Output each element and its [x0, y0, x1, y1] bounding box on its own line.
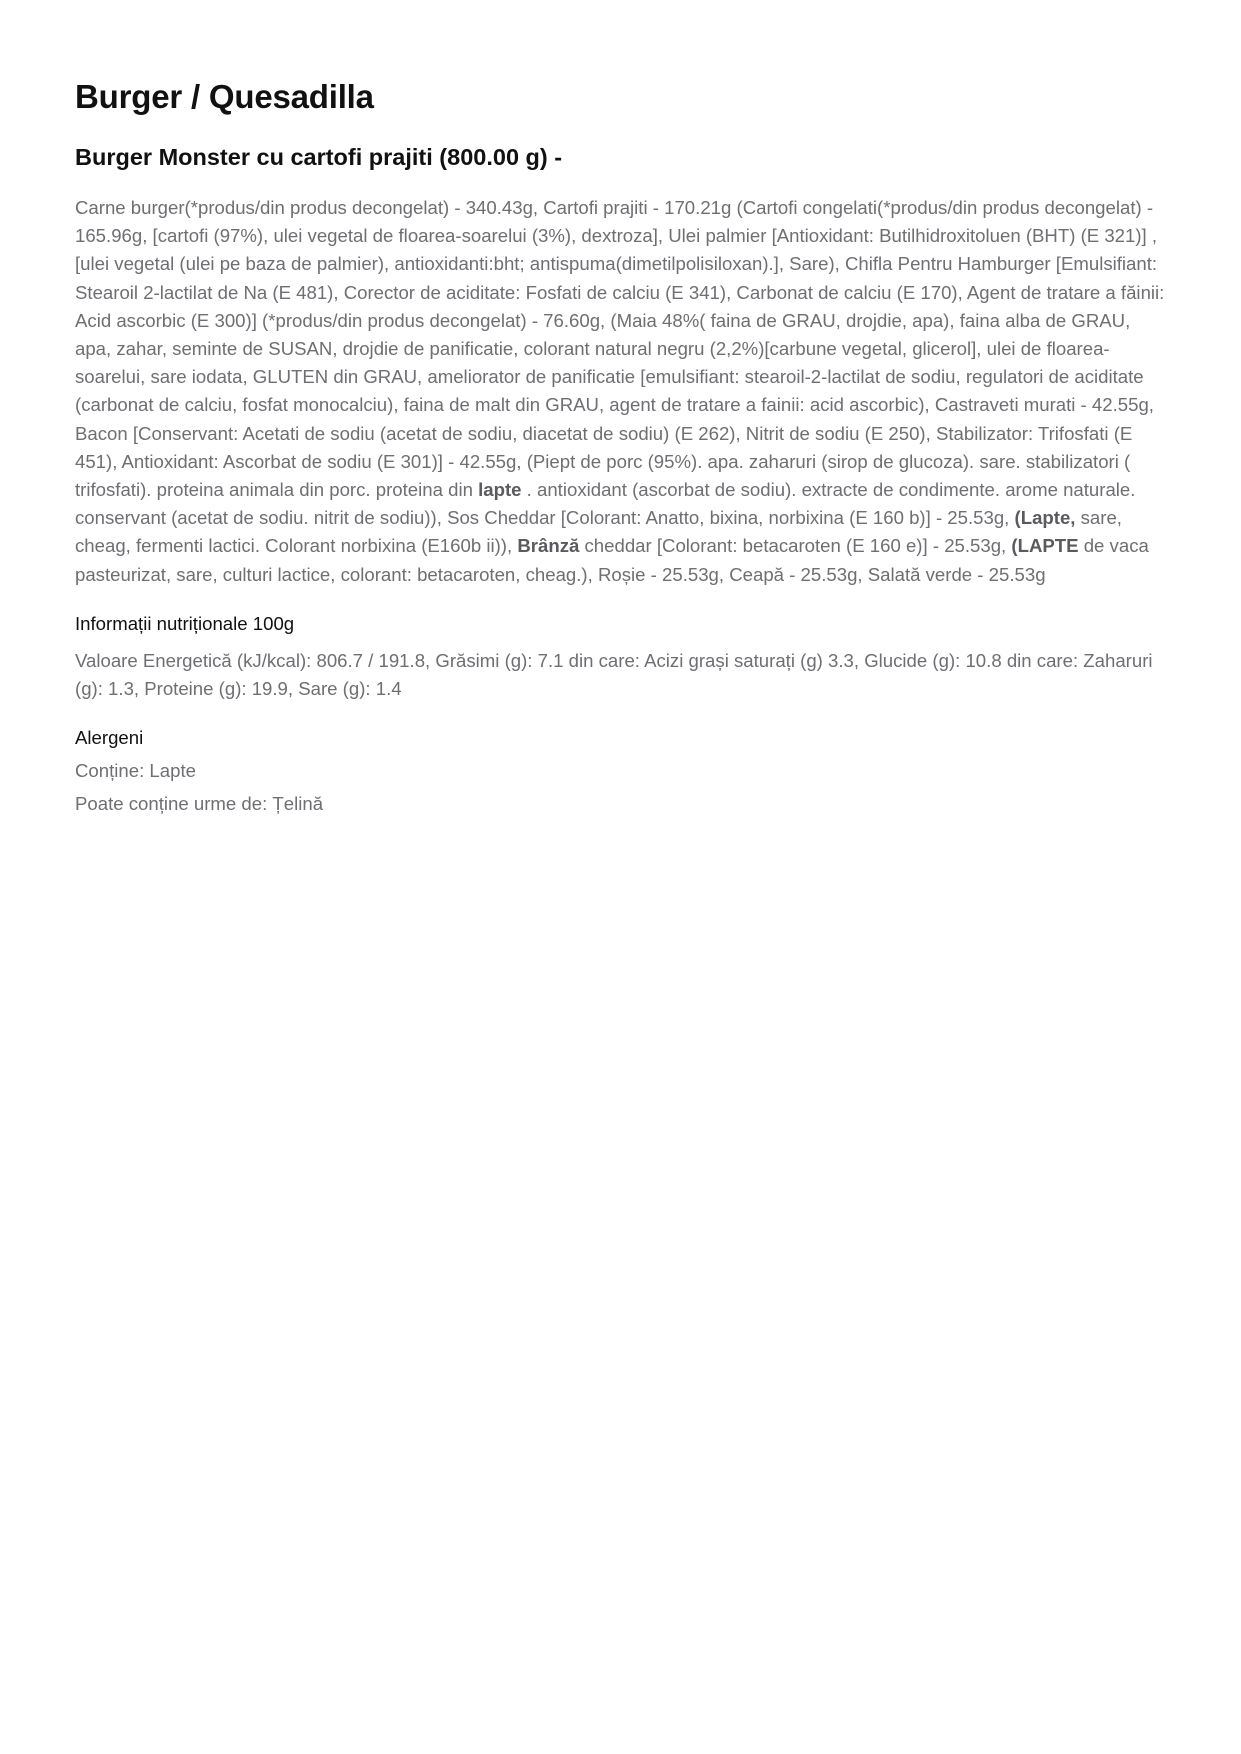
ingredients-segment: . antioxidant (ascorbat de sodiu). extracte de condimente. arome naturale. conservant (acetat de sodiu. nitrit de sodiu)), Sos Cheddar [Colorant: Anatto, bixina, norbixina (E 160 b)] - 25.53g,	[75, 479, 1136, 529]
ingredients-segment: cheddar [Colorant: betacaroten (E 160 e)] - 25.53g,	[579, 535, 1012, 557]
product-title: Burger Monster cu cartofi prajiti (800.00 g) -	[75, 144, 563, 170]
ingredients-segment: Carne burger(*produs/din produs decongelat) - 340.43g, Cartofi prajiti - 170.21g (Cartofi congelati(*produs/din produs decongelat) - 165.96g, [cartofi (97%), ulei vegetal de floarea-soarelui (3%), dextroza], Ulei palmier [Antioxidant: Butilhidroxitoluen (BHT) (E 321)] , [ulei vegetal (ulei pe baza de palmier), antioxidanti:bht; antispuma(dimetilpolisiloxan).], Sare), Chifla Pentru Hamburger [Emulsifiant: Stearoil 2-lactilat de Na (E 481), Corector de aciditate: Fosfati de calciu (E 341), Carbonat de calciu (E 170), Agent de tratare a făinii: Acid ascorbic (E 300)] (*produs/din produs decongelat) - 76.60g, (Maia 48%( faina de GRAU, drojdie, apa), faina alba de GRAU, apa, zahar, seminte de SUSAN, drojdie de panificatie, colorant natural negru (2,2%)[carbune vegetal, glicerol], ulei de floarea-soarelui, sare iodata, GLUTEN din GRAU, ameliorator de panificatie [emulsifiant: stearoil-2-lactilat de sodiu, regulatori de aciditate (carbonat de calciu, fosfat monocalciu), faina de malt din GRAU, agent de tratare a fainii: acid ascorbic), Castraveti murati - 42.55g, Bacon [Conservant: Acetati de sodiu (acetat de sodiu, diacetat de sodiu) (E 262), Nitrit de sodiu (E 250), Stabilizator: Trifosfati (E 451), Antioxidant: Ascorbat de sodiu (E 301)] - 42.55g, (Piept de porc (95%). apa. zaharuri (sirop de glucoza). sare. stabilizatori ( trifosfati). proteina animala din porc. proteina din	[75, 197, 1165, 501]
category-title: Burger / Quesadilla	[75, 78, 374, 115]
document-page	[75, 72, 1167, 819]
ingredients-segment: sare, cheag, fermenti lactici. Colorant norbixina (E160b ii)),	[75, 507, 1122, 557]
ingredients-allergen-highlight: lapte	[478, 479, 522, 501]
nutrition-values: Valoare Energetică (kJ/kcal): 806.7 / 191.8, Grăsimi (g): 7.1 din care: Acizi grași saturați (g) 3.3, Glucide (g): 10.8 din care: Zaharuri (g): 1.3, Proteine (g): 19.9, Sare (g): 1.4	[75, 649, 1153, 700]
ingredients-segment: de vaca pasteurizat, sare, culturi lactice, colorant: betacaroten, cheag.), Roșie - 25.53g, Ceapă - 25.53g, Salată verde - 25.53g	[75, 535, 1149, 585]
allergens-heading: Alergeni	[75, 727, 144, 749]
ingredients-text	[75, 194, 1167, 589]
nutrition-heading: Informații nutriționale 100g	[75, 612, 295, 634]
ingredients-allergen-highlight: (Lapte,	[1014, 507, 1076, 529]
allergens-contains: Conține: Lapte	[75, 760, 196, 782]
allergens-may-contain: Poate conține urme de: Țelină	[75, 793, 324, 815]
ingredients-allergen-highlight: Brânză	[517, 535, 580, 557]
ingredients-allergen-highlight: (LAPTE	[1011, 535, 1079, 557]
